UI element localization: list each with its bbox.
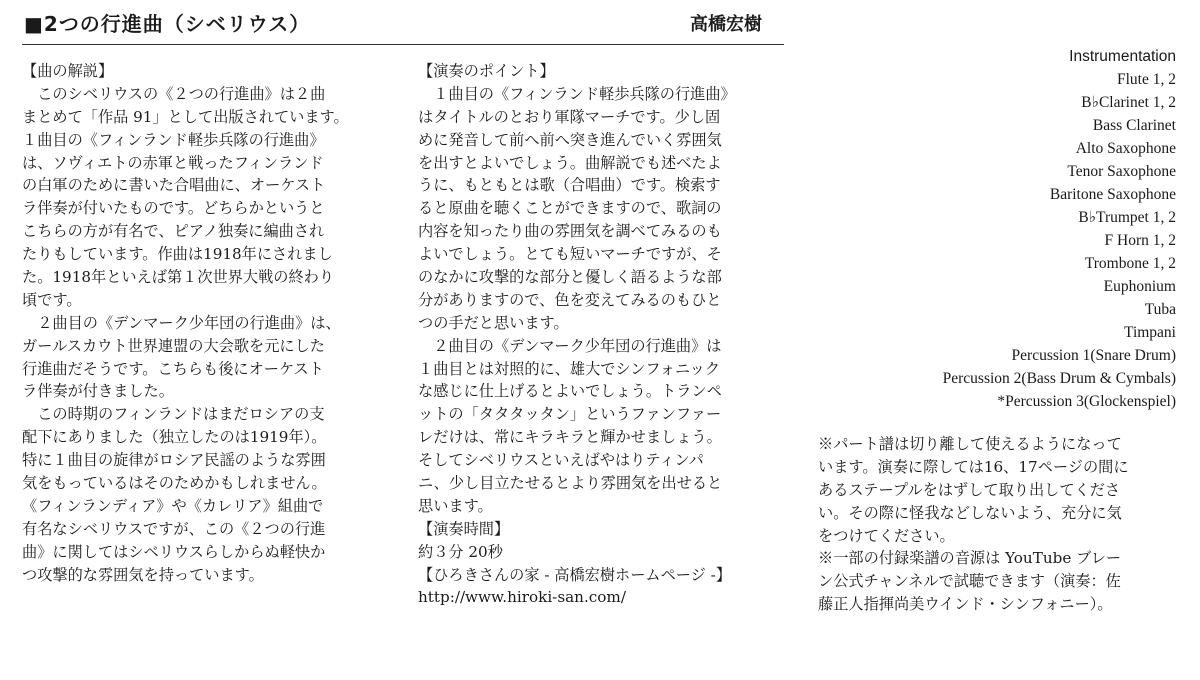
text-line: 頃です。	[22, 290, 82, 309]
section-heading-duration: 【演奏時間】	[418, 519, 510, 538]
instrument-item: Tuba	[1144, 301, 1176, 318]
text-line: 思います。	[418, 496, 493, 515]
text-line: ラ伴奏が付きました。	[22, 382, 174, 401]
section-heading-commentary: 【曲の解説】	[22, 62, 114, 80]
instrumentation-heading: Instrumentation	[1069, 48, 1176, 65]
text-line: ２曲目の《デンマーク少年団の行進曲》は、	[22, 313, 341, 332]
text-line: 分がありますので、色を変えてみるのもひと	[418, 290, 722, 309]
text-line: この時期のフィンランドはまだロシアの支	[22, 405, 325, 424]
note-line: をつけてください。	[818, 526, 955, 545]
text-line: １曲目の《フィンランド軽歩兵隊の行進曲》	[418, 84, 736, 103]
text-line: ガールスカウト世界連盟の大会歌を元にした	[22, 336, 325, 355]
text-line: な感じに仕上げるとよいでしょう。トランペ	[418, 382, 722, 401]
instrument-item: F Horn 1, 2	[1104, 232, 1176, 249]
text-line: つの手だと思います。	[418, 313, 569, 332]
text-line: うに、もともとは歌（合唱曲）です。検索す	[418, 176, 721, 195]
instrument-item: Baritone Saxophone	[1049, 186, 1176, 203]
note-line: ※一部の付録楽譜の音源は YouTube ブレー	[818, 549, 1122, 568]
text-line: ットの「タタタッタン」というファンファー	[418, 405, 722, 424]
note-line: 藤正人指揮尚美ウインド・シンフォニー）。	[818, 595, 1113, 614]
text-line: 内容を知ったり曲の雰囲気を調べてみるのも	[418, 222, 722, 241]
notes-block	[818, 433, 1196, 616]
section-heading-points: 【演奏のポイント】	[418, 62, 555, 80]
header-rule	[22, 44, 784, 45]
text-line: このシベリウスの《２つの行進曲》は２曲	[22, 84, 326, 103]
text-line: よいでしょう。とても短いマーチですが、そ	[418, 245, 722, 264]
text-line: めに発音して前へ前へ突き進んでいく雰囲気	[418, 130, 722, 149]
text-line: 特に１曲目の旋律がロシア民謡のような雰囲	[22, 451, 326, 470]
text-line: ニ、少し目立たせるとより雰囲気を出せると	[418, 474, 723, 493]
text-line: １曲目とは対照的に、雄大でシンフォニック	[418, 359, 721, 378]
instrument-item: Percussion 2(Bass Drum & Cymbals)	[942, 370, 1176, 387]
text-line: つ攻撃的な雰囲気を持っています。	[22, 565, 264, 584]
author-name: 高橋宏樹	[690, 14, 762, 35]
instrument-item: *Percussion 3(Glockenspiel)	[997, 393, 1176, 410]
text-line: 有名なシベリウスですが、この《２つの行進	[22, 519, 326, 538]
performance-points-column	[418, 60, 790, 609]
text-line: 気をもっているはそのためかもしれません。	[22, 474, 327, 493]
homepage-url: http://www.hiroki-san.com/	[418, 588, 626, 607]
text-line: ると原曲を聴くことができますので、歌詞の	[418, 199, 722, 218]
duration-value: 約３分 20秒	[418, 542, 503, 561]
instrument-item: Timpani	[1124, 324, 1176, 341]
text-line: たりもしています。作曲は1918年にされまし	[22, 245, 333, 264]
text-line: 曲》に関してはシベリウスらしからぬ軽快か	[22, 542, 326, 561]
note-line: ン公式チャンネルで試聴できます（演奏：佐	[818, 572, 1121, 591]
text-line: レだけは、常にキラキラと輝かせましょう。	[418, 428, 722, 447]
text-line: まとめて「作品 91」として出版されています。	[22, 107, 349, 126]
text-line: は、ソヴィエトの赤軍と戦ったフィンランド	[22, 153, 324, 172]
instrument-item: Percussion 1(Snare Drum)	[1011, 347, 1176, 364]
page-title: ■2つの行進曲（シベリウス）	[24, 12, 311, 36]
instrument-item: Tenor Saxophone	[1067, 163, 1176, 180]
text-line: ２曲目の《デンマーク少年団の行進曲》は	[418, 336, 722, 355]
homepage-title: 【ひろきさんの家 - 高橋宏樹ホームページ -】	[418, 565, 732, 584]
text-line: 《フィンランディア》や《カレリア》組曲で	[22, 496, 324, 515]
text-line: の白軍のために書いた合唱曲に、オーケスト	[22, 176, 326, 195]
text-line: のなかに攻撃的な部分と優しく語るような部	[418, 268, 722, 287]
instrument-item: B♭Clarinet 1, 2	[1081, 94, 1176, 111]
instrumentation-list	[943, 45, 1176, 413]
text-line: そしてシベリウスといえばやはりティンパ	[418, 451, 704, 470]
instrument-item: Alto Saxophone	[1075, 140, 1176, 157]
instrument-item: Trombone 1, 2	[1084, 255, 1176, 272]
instrument-item: Euphonium	[1103, 278, 1176, 295]
text-line: ラ伴奏が付いたものです。どちらかというと	[22, 199, 325, 218]
commentary-column	[22, 60, 402, 586]
text-line: を出すとよいでしょう。曲解説でも述べたよ	[418, 153, 722, 172]
instrument-item: B♭Trumpet 1, 2	[1078, 209, 1176, 226]
note-line: あるステープルをはずして取り出してくださ	[818, 480, 1121, 499]
note-line: ※パート譜は切り離して使えるようになって	[818, 435, 1122, 453]
instrument-item: Flute 1, 2	[1117, 71, 1176, 88]
text-line: こちらの方が有名で、ピアノ独奏に編曲され	[22, 222, 325, 241]
text-line: はタイトルのとおり軍隊マーチです。少し固	[418, 107, 721, 126]
note-line: います。演奏に際しては16、17ページの間に	[818, 457, 1129, 476]
text-line: 配下にありました（独立したのは1919年）。	[22, 428, 327, 447]
text-line: た。1918年といえば第１次世界大戦の終わり	[22, 268, 335, 287]
instrument-item: Bass Clarinet	[1092, 117, 1176, 134]
text-line: 行進曲だそうです。こちらも後にオーケスト	[22, 359, 324, 378]
note-line: い。その際に怪我などしないよう、充分に気	[818, 503, 1122, 522]
text-line: １曲目の《フィンランド軽歩兵隊の行進曲》	[22, 130, 325, 149]
